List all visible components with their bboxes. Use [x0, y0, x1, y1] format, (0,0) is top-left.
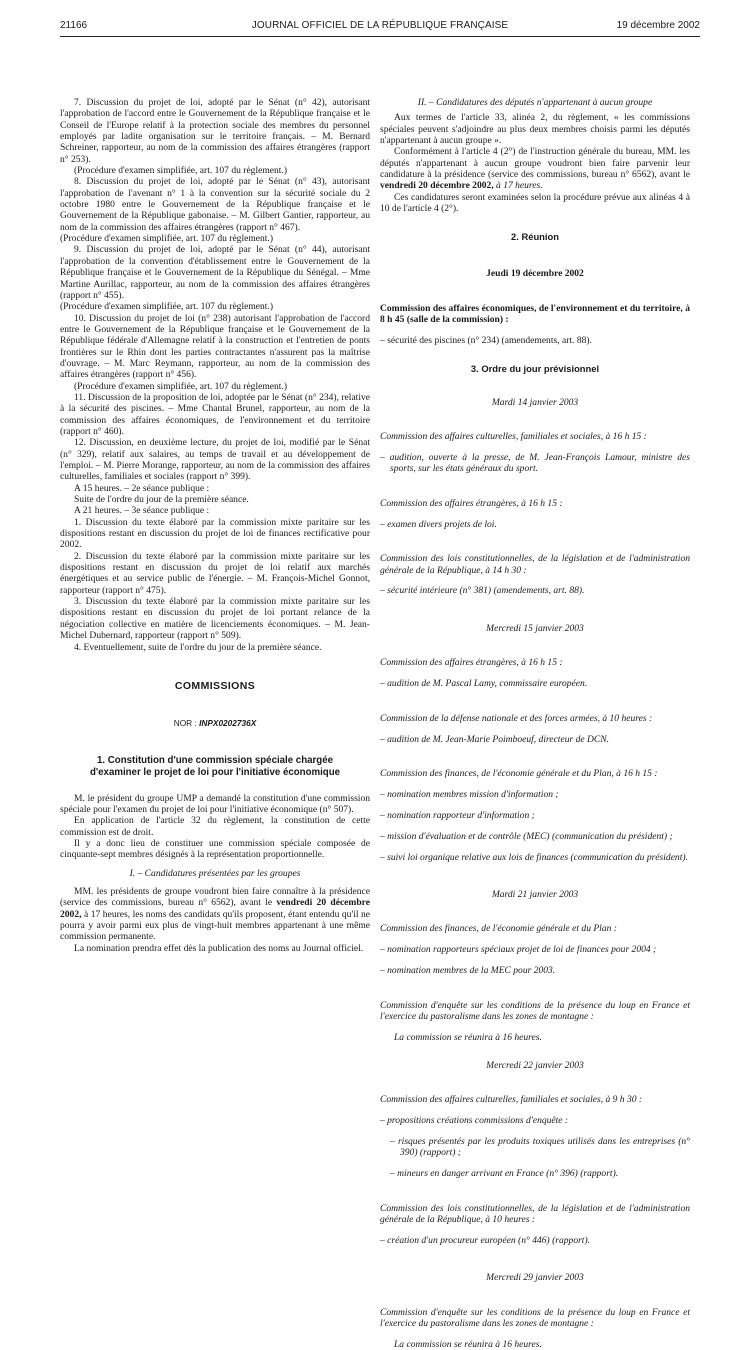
reunion-commission: Commission des affaires économiques, de l'environnement et du territoire, à 8 h 45 (salle de la commission) :	[380, 302, 690, 325]
deadline: vendredi 20 décembre 2002,	[380, 180, 494, 192]
agenda-entry: – suivi loi organique relative aux lois de finances (communication du président).	[380, 851, 688, 863]
seance-3-item-1: 1. Discussion du texte élaboré par la commission mixte paritaire sur les dispositions restant en discussion du projet de loi de finances rectificative pour 2002.	[60, 516, 370, 551]
commission-line: Commission des affaires culturelles, familiales et sociales, à 16 h 15 :	[380, 431, 647, 443]
agenda-entry: – audition de M. Pascal Lamy, commissaire européen.	[380, 678, 588, 690]
text-run: à 17 heures.	[493, 180, 543, 192]
section-1-paragraph: La nomination prendra effet dès la publication des noms au Journal officiel.	[74, 942, 364, 954]
agenda-entry: – mineurs en danger arrivant en France (n° 396) (rapport).	[390, 1168, 619, 1180]
agenda-entry: – risques présentés par les produits toxiques utilisés dans les entreprises (n° 390) (rapport) ;	[390, 1136, 690, 1159]
agenda-entry: – nomination membres de la MEC pour 2003.	[380, 965, 556, 977]
nor-label: NOR :	[173, 718, 200, 729]
commission-line: Commission des affaires étrangères, à 16 h 15 :	[380, 657, 563, 669]
agenda-entry: – audition de M. Jean-Marie Poimboeuf, directeur de DCN.	[380, 733, 609, 745]
section-1-title	[60, 755, 370, 779]
commission-line: Commission des affaires culturelles, familiales et sociales, à 9 h 30 :	[380, 1094, 643, 1106]
seance-2-body: Suite de l'ordre du jour de la première séance.	[74, 494, 249, 506]
agenda-item-9: 9. Discussion du projet de loi, adopté par le Sénat (n° 44), autorisant l'approbation de la convention d'établissement entre le Gouvernement de la République française et le Gouvernement de la République du Sénégal. – Mme Martine Aurillac, rapporteur, au nom de la commission des affaires étrangères (rapport n° 455).	[60, 244, 370, 301]
header-rule	[60, 36, 700, 37]
section-1-paragraph: Il y a donc lieu de constituer une commission spéciale composée de cinquante-sept membres désignés à la représentation proportionnelle.	[60, 837, 370, 861]
section-1-paragraph: Ces candidatures seront examinées selon la procédure prévue aux alinéas 4 à 10 de l'article 4 (2°).	[380, 191, 690, 215]
commission-line: Commission des affaires étrangères, à 16 h 15 :	[380, 497, 563, 509]
subsection-2-title: II. – Candidatures des députés n'appartenant à aucun groupe	[417, 97, 653, 108]
procedure-note: (Procédure d'examen simplifiée, art. 107 du règlement.)	[60, 301, 274, 313]
section-1-title-line-1: 1. Constitution d'une commission spéciale chargée	[97, 754, 333, 766]
commission-line: Commission de la défense nationale et des forces armées, à 10 heures :	[380, 712, 653, 724]
agenda-entry: – nomination rapporteurs spéciaux projet de loi de finances pour 2004 ;	[380, 944, 657, 956]
section-1-paragraph	[60, 886, 370, 943]
commission-line: Commission des lois constitutionnelles, de la législation et de l'administration générale de la République, à 10 heures :	[380, 1202, 690, 1226]
agenda-entry: – nomination rapporteur d'information ;	[380, 809, 535, 821]
agenda-day: Mercredi 15 janvier 2003	[486, 622, 584, 634]
agenda-item-11: 11. Discussion de la proposition de loi, adoptée par le Sénat (n° 234), relative à la sécurité des piscines. – Mme Chantal Brunel, rapporteur, au nom de la commission des affaires économiques, de l'environnement et du territoire (rapport n° 460).	[60, 391, 370, 437]
section-1-paragraph: En application de l'article 32 du règlement, la constitution de cette commission est de droit.	[60, 815, 370, 838]
commission-line: Commission d'enquête sur les conditions de la présence du loup en France et l'exercice du pastoralisme dans les zones de montagne :	[380, 999, 690, 1022]
agenda-entry: – sécurité intérieure (n° 381) (amendements, art. 88).	[380, 585, 585, 597]
agenda-item-12: 12. Discussion, en deuxième lecture, du projet de loi, modifié par le Sénat (n° 329), relatif aux salaires, au temps de travail et au développement de l'emploi. – M. Pierre Morange, rapporteur, au nom de la commission des affaires culturelles, familiales et sociales (rapport n° 399).	[60, 437, 370, 483]
text-run: à 17 heures, les noms des candidats qu'ils proposent, étant entendu qu'il ne pourra y avoir parmi eux plus de vingt-huit membres appartenant à une même commission permanente.	[60, 908, 370, 943]
seance-3-item-4: 4. Eventuellement, suite de l'ordre du jour de la première séance.	[74, 641, 322, 653]
seance-3-heading: A 21 heures. – 3e séance publique :	[74, 505, 210, 517]
section-1-paragraph	[380, 146, 690, 191]
page-number: 21166	[60, 20, 88, 31]
subsection-1-title: I. – Candidatures présentées par les groupes	[129, 867, 301, 879]
seance-2-heading: A 15 heures. – 2e séance publique :	[74, 482, 210, 494]
left-column	[60, 97, 370, 954]
commission-line: Commission des finances, de l'économie générale et du Plan :	[380, 923, 617, 935]
reunion-date: Jeudi 19 décembre 2002	[486, 268, 584, 280]
agenda-entry: – nomination membres mission d'information ;	[380, 788, 559, 800]
procedure-note: (Procédure d'examen simplifiée, art. 107 du règlement.)	[74, 165, 288, 177]
agenda-entry: – mission d'évaluation et de contrôle (MEC) (communication du président) ;	[380, 830, 673, 842]
procedure-note: (Procédure d'examen simplifiée, art. 107 du règlement.)	[74, 380, 288, 392]
nor-code: INPX0202736X	[199, 718, 257, 729]
agenda-entry: La commission se réunira à 16 heures.	[394, 1031, 542, 1043]
seance-3-item-3: 3. Discussion du texte élaboré par la commission mixte paritaire sur les dispositions restant en discussion du projet de loi portant relance de la négociation collective en matière de licenciements économiques. – M. Jean-Michel Dubernard, rapporteur (rapport n° 509).	[60, 596, 370, 642]
agenda-day: Mercredi 22 janvier 2003	[486, 1059, 584, 1071]
agenda-item-8: 8. Discussion du projet de loi, adopté par le Sénat (n° 43), autorisant l'approbation de l'avenant n° 1 à la convention sur la sécurité sociale du 2 octobre 1980 entre le Gouvernement de la République française et le Gouvernement de la République gabonaise. – M. Gilbert Gantier, rapporteur, au nom de la commission des affaires étrangères (rapport n° 467).	[60, 176, 370, 233]
agenda-entry: – propositions créations commissions d'enquête :	[380, 1115, 569, 1127]
section-1-paragraph: Aux termes de l'article 33, alinéa 2, du règlement, « les commissions spéciales peuvent s'adjoindre au plus deux membres choisis parmi les députés n'appartenant à aucun groupe ».	[380, 112, 690, 147]
agenda-item-10: 10. Discussion du projet de loi (n° 238) autorisant l'approbation de l'accord entre le Gouvernement de la République française et le Gouvernement de la République fédérale d'Allemagne relatif à la construction et l'entretien de ponts frontières sur le Rhin dont les parties contractantes n'assurent pas la maîtrise d'ouvrage. – M. Marc Reymann, rapporteur, au nom de la commission des affaires étrangères (rapport n° 456).	[60, 312, 370, 381]
reunion-item: – sécurité des piscines (n° 234) (amendements, art. 88).	[380, 334, 592, 346]
commission-line: Commission des finances, de l'économie générale et du Plan, à 16 h 15 :	[380, 768, 658, 779]
agenda-day: Mardi 21 janvier 2003	[491, 889, 579, 900]
agenda-day: Mardi 14 janvier 2003	[491, 396, 579, 408]
commission-line: Commission d'enquête sur les conditions de la présence du loup en France et l'exercice du pastoralisme dans les zones de montagne :	[380, 1306, 690, 1330]
section-2-title: 2. Réunion	[511, 230, 559, 242]
agenda-entry: – audition, ouverte à la presse, de M. Jean-François Lamour, ministre des sports, sur les états généraux du sport.	[380, 452, 690, 475]
journal-title: JOURNAL OFFICIEL DE LA RÉPUBLIQUE FRANÇAISE	[251, 20, 509, 31]
agenda-entry: La commission se réunira à 16 heures.	[394, 1339, 542, 1350]
page-header	[60, 20, 700, 36]
agenda-item-7: 7. Discussion du projet de loi, adopté par le Sénat (n° 42), autorisant l'approbation de l'accord entre le Gouvernement de la République française et le Conseil de l'Europe relatif à la protection sociale des membres du personnel employés par ladite organisation sur le territoire français. – M. Bernard Schreiner, rapporteur, au nom de la commission des affaires étrangères (rapport n° 253).	[60, 97, 370, 165]
agenda-entry: – création d'un procureur européen (n° 446) (rapport).	[380, 1234, 591, 1246]
right-column	[380, 97, 690, 1350]
commission-line: Commission des lois constitutionnelles, de la législation et de l'administration générale de la République, à 14 h 30 :	[380, 553, 690, 576]
section-1-paragraph: M. le président du groupe UMP a demandé la constitution d'une commission spéciale pour l'examen du projet de loi pour l'initiative économique (n° 507).	[60, 792, 370, 815]
deadline: vendredi 20 décembre 2002,	[60, 897, 370, 920]
agenda-day: Mercredi 29 janvier 2003	[486, 1272, 584, 1284]
text-run: MM. les présidents de groupe voudront bien faire connaître à la présidence (service des commissions, bureau n° 6562), avant le	[60, 885, 370, 909]
nor-reference	[60, 718, 370, 729]
text-run: Conformément à l'article 4 (2°) de l'instruction générale du bureau, MM. les députés n'appartenant à aucun groupe voudront bien faire parvenir leur candidature à la présidence (service des commissions, bureau n° 6562), avant le	[380, 146, 690, 181]
seance-3-item-2: 2. Discussion du texte élaboré par la commission mixte paritaire sur les dispositions restant en discussion du projet de loi relatif aux marchés énergétiques et au service public de l'énergie. – M. François-Michel Gonnot, rapporteur (rapport n° 475).	[60, 550, 370, 596]
section-3-title: 3. Ordre du jour prévisionnel	[470, 362, 600, 374]
section-1-title-line-2: d'examiner le projet de loi pour l'initiative économique	[89, 766, 341, 778]
procedure-note: (Procédure d'examen simplifiée, art. 107 du règlement.)	[60, 233, 274, 245]
issue-date: 19 décembre 2002	[616, 20, 700, 31]
commissions-heading: COMMISSIONS	[174, 680, 256, 693]
agenda-entry: – examen divers projets de loi.	[380, 518, 497, 530]
